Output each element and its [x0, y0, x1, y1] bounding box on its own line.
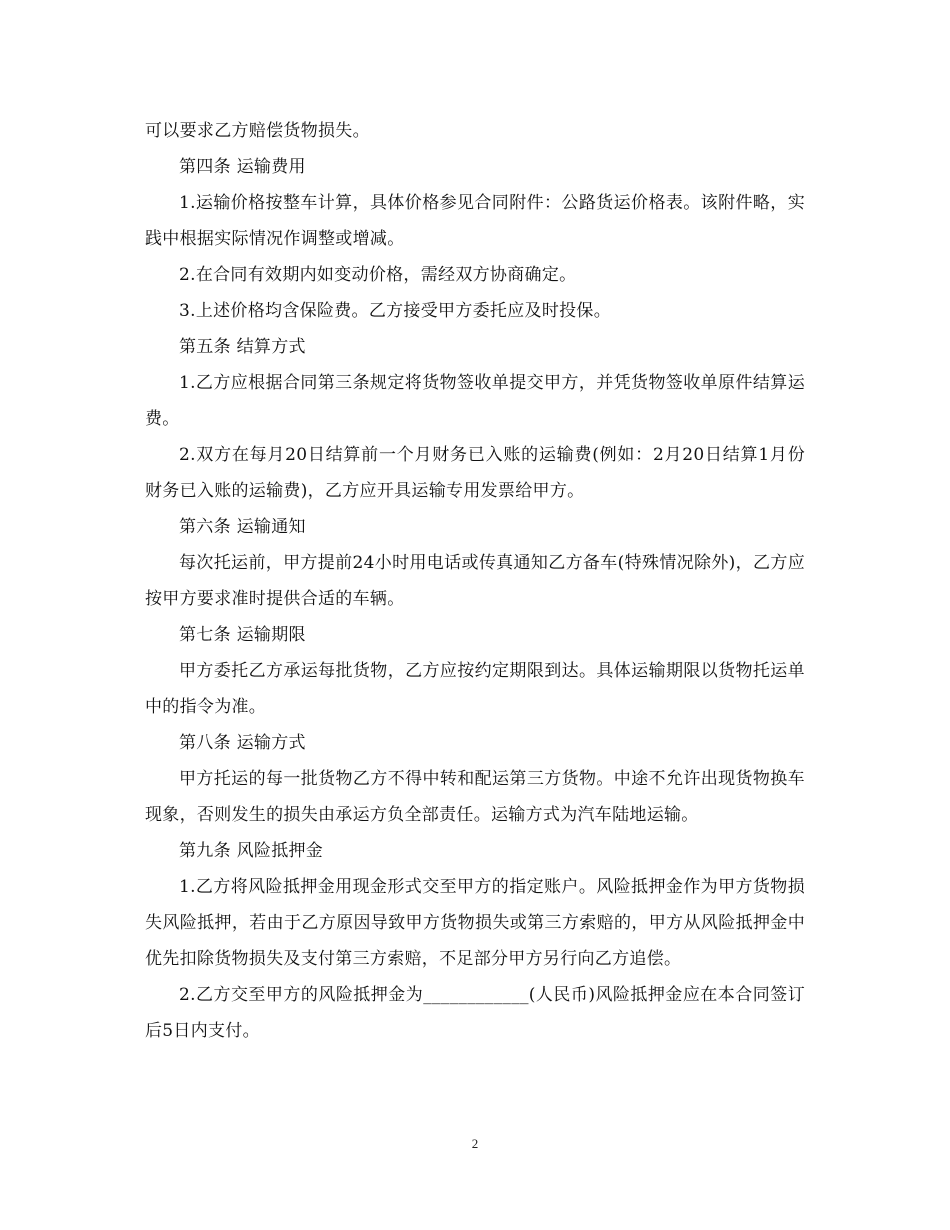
article-9-clause-1: 1.乙方将风险抵押金用现金形式交至甲方的指定账户。风险抵押金作为甲方货物损失风险抵押，若由于乙方原因导致甲方货物损失或第三方索赔的，甲方从风险抵押金中优先扣除货物损失及支付第三方索赔，不足部分甲方另行向乙方追偿。 [145, 877, 805, 969]
document-body [145, 113, 805, 1049]
article-9-heading: 第九条 风险抵押金 [179, 841, 324, 861]
article-5-heading: 第五条 结算方式 [179, 337, 306, 357]
article-8-body: 甲方托运的每一批货物乙方不得中转和配运第三方货物。中途不允许出现货物换车现象，否则发生的损失由承运方负全部责任。运输方式为汽车陆地运输。 [145, 769, 805, 825]
article-7-body: 甲方委托乙方承运每批货物，乙方应按约定期限到达。具体运输期限以货物托运单中的指令为准。 [145, 661, 805, 717]
article-7-heading: 第七条 运输期限 [179, 625, 306, 645]
article-5-clause-2: 2.双方在每月20日结算前一个月财务已入账的运输费(例如：2月20日结算1月份财务已入账的运输费)，乙方应开具运输专用发票给甲方。 [145, 445, 805, 501]
article-4-clause-2: 2.在合同有效期内如变动价格，需经双方协商确定。 [179, 265, 577, 285]
article-8-heading: 第八条 运输方式 [179, 733, 306, 753]
article-6-body: 每次托运前，甲方提前24小时用电话或传真通知乙方备车(特殊情况除外)，乙方应按甲方要求准时提供合适的车辆。 [145, 553, 805, 609]
article-4-clause-3: 3.上述价格均含保险费。乙方接受甲方委托应及时投保。 [179, 301, 612, 321]
article-4-heading: 第四条 运输费用 [179, 157, 306, 177]
article-9-clause-2: 2.乙方交至甲方的风险抵押金为____________(人民币)风险抵押金应在本合同签订后5日内支付。 [145, 985, 805, 1041]
page-number: 2 [471, 1136, 479, 1151]
paragraph-continuation: 可以要求乙方赔偿货物损失。 [145, 121, 370, 141]
article-4-clause-1: 1.运输价格按整车计算，具体价格参见合同附件：公路货运价格表。该附件略，实践中根据实际情况作调整或增减。 [145, 193, 805, 249]
article-6-heading: 第六条 运输通知 [179, 517, 306, 537]
article-5-clause-1: 1.乙方应根据合同第三条规定将货物签收单提交甲方，并凭货物签收单原件结算运费。 [145, 373, 805, 429]
